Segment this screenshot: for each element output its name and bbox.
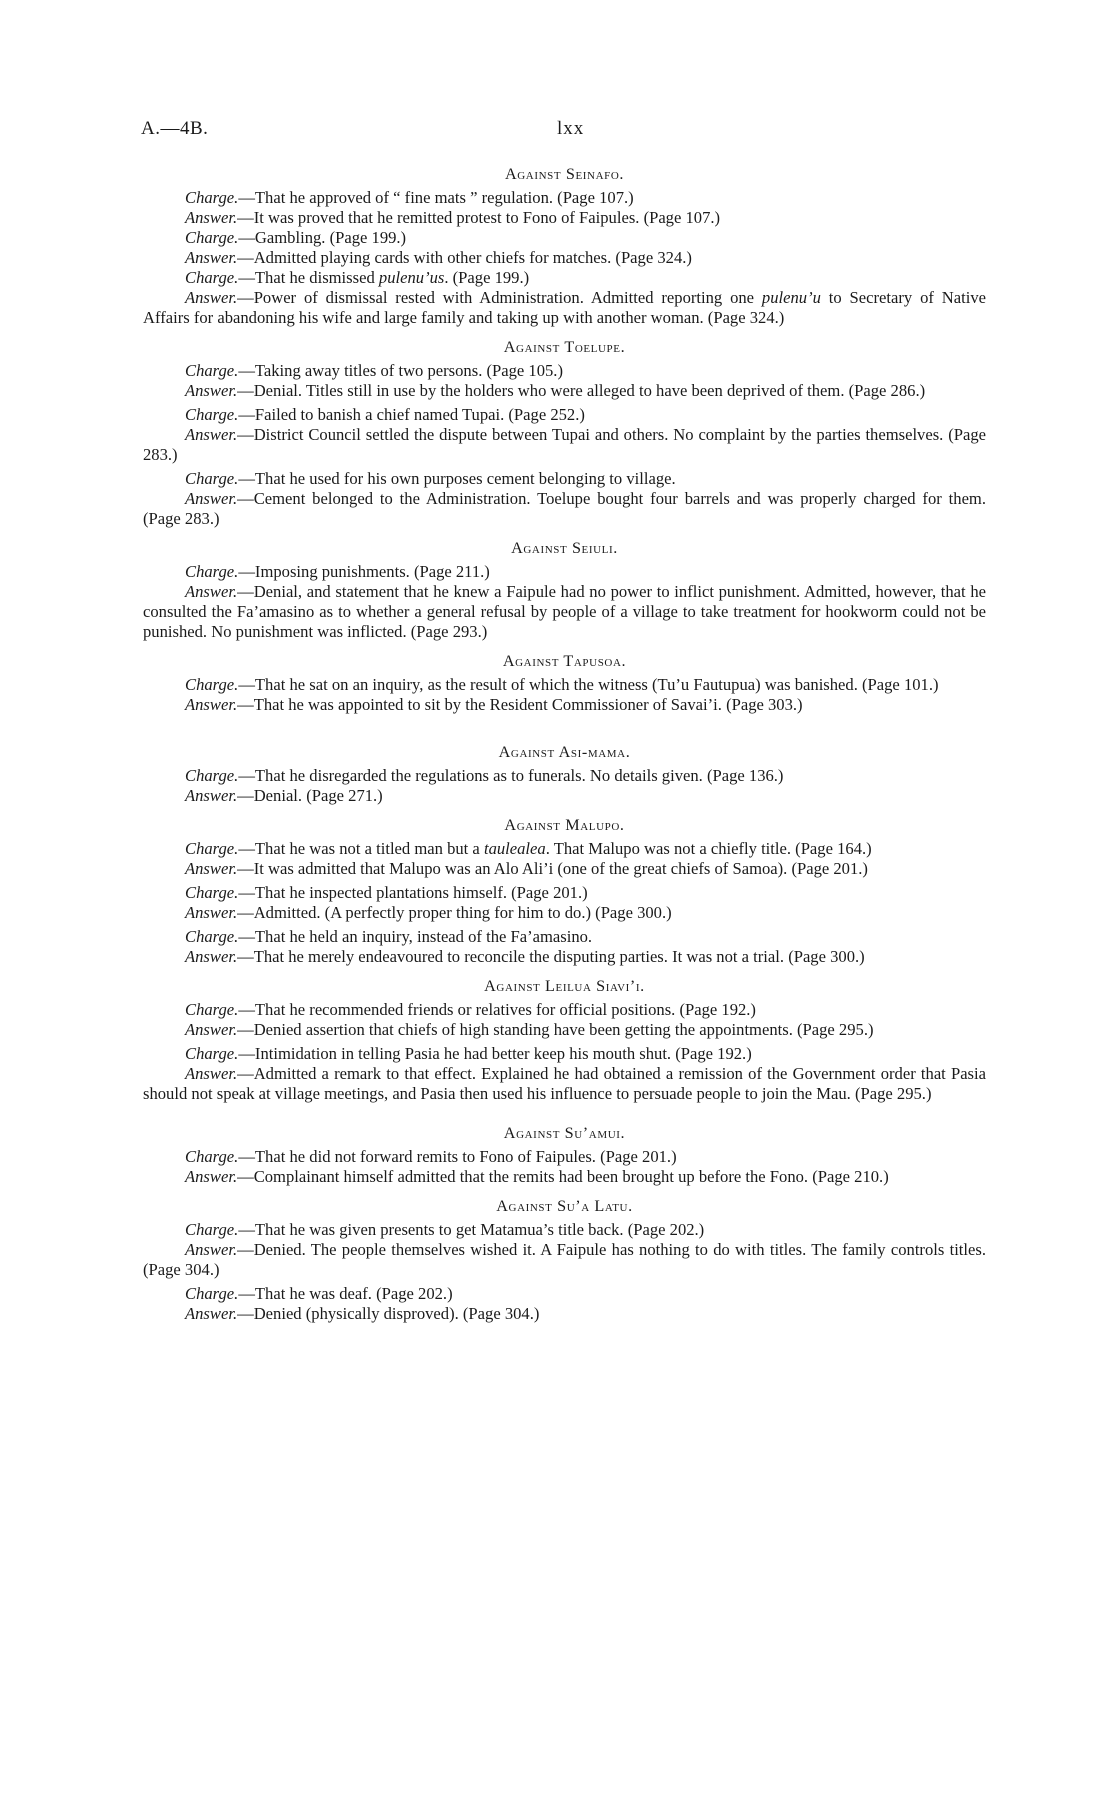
answer-entry bbox=[143, 1240, 986, 1280]
entry-text: —That he dismissed bbox=[238, 268, 379, 287]
entry-italic-term: pulenu’us bbox=[378, 268, 445, 287]
answer-entry bbox=[143, 786, 986, 806]
answer-entry bbox=[143, 489, 986, 529]
charge-entry bbox=[143, 1000, 986, 1020]
entry-label: Answer. bbox=[185, 489, 238, 508]
entry-text: —Denial. (Page 271.) bbox=[237, 786, 383, 805]
entry-text: . That Malupo was not a chiefly title. (Page 164.) bbox=[545, 839, 872, 858]
charge-entry bbox=[143, 268, 986, 288]
entry-text: —Power of dismissal rested with Administration. Admitted reporting one bbox=[237, 288, 762, 307]
entry-label: Answer. bbox=[185, 208, 238, 227]
entry-label: Charge. bbox=[185, 188, 239, 207]
section-heading: Against Asi-mama. bbox=[498, 743, 631, 761]
entry-text: —It was proved that he remitted protest to Fono of Faipules. (Page 107.) bbox=[237, 208, 721, 227]
entry-label: Charge. bbox=[185, 361, 239, 380]
answer-entry bbox=[143, 859, 986, 879]
charge-entry bbox=[143, 1220, 986, 1240]
entry-label: Charge. bbox=[185, 839, 239, 858]
section-heading: Against Seiuli. bbox=[511, 539, 618, 557]
entry-text: —That he was deaf. (Page 202.) bbox=[238, 1284, 453, 1303]
charge-entry bbox=[143, 405, 986, 425]
entry-label: Charge. bbox=[185, 1000, 239, 1019]
answer-entry bbox=[143, 248, 986, 268]
answer-entry bbox=[143, 425, 986, 465]
entry-text: —Complainant himself admitted that the remits had been brought up before the Fono. (Page 210.) bbox=[237, 1167, 889, 1186]
entry-text: —That he used for his own purposes cement belonging to village. bbox=[238, 469, 676, 488]
entry-text: —District Council settled the dispute between Tupai and others. No complaint by the parties themselves. (Page 283.) bbox=[143, 425, 986, 464]
entry-text: —That he merely endeavoured to reconcile the disputing parties. It was not a trial. (Page 300.) bbox=[237, 947, 865, 966]
answer-entry bbox=[143, 582, 986, 642]
entry-label: Charge. bbox=[185, 883, 239, 902]
charge-entry bbox=[143, 839, 986, 859]
answer-entry bbox=[143, 208, 986, 228]
entry-label: Answer. bbox=[185, 381, 238, 400]
section-heading: Against Malupo. bbox=[504, 816, 625, 834]
entry-label: Answer. bbox=[185, 1304, 238, 1323]
section-heading: Against Leilua Siavi’i. bbox=[484, 977, 645, 995]
charge-entry bbox=[143, 562, 986, 582]
entry-italic-term: taulealea bbox=[483, 839, 546, 858]
entry-label: Charge. bbox=[185, 562, 239, 581]
entry-label: Answer. bbox=[185, 582, 238, 601]
charge-entry bbox=[143, 188, 986, 208]
entry-text: —Failed to banish a chief named Tupai. (Page 252.) bbox=[238, 405, 585, 424]
charge-entry bbox=[143, 1044, 986, 1064]
section-heading: Against Tapusoa. bbox=[502, 652, 627, 670]
section-spacer bbox=[143, 1104, 986, 1114]
page-number: lxx bbox=[557, 118, 585, 139]
entry-label: Answer. bbox=[185, 425, 238, 444]
entry-text: —That he inspected plantations himself. (Page 201.) bbox=[238, 883, 588, 902]
entry-label: Answer. bbox=[185, 947, 238, 966]
entry-text: —Admitted playing cards with other chiefs for matches. (Page 324.) bbox=[237, 248, 692, 267]
entry-text: —That he approved of “ fine mats ” regulation. (Page 107.) bbox=[238, 188, 634, 207]
entry-label: Answer. bbox=[185, 1020, 238, 1039]
entry-text: —That he was appointed to sit by the Resident Commissioner of Savai’i. (Page 303.) bbox=[237, 695, 803, 714]
entry-text: —Taking away titles of two persons. (Page 105.) bbox=[238, 361, 563, 380]
charge-entry bbox=[143, 1284, 986, 1304]
charge-entry bbox=[143, 766, 986, 786]
entry-text: —That he sat on an inquiry, as the result of which the witness (Tu’u Fautupua) was banished. (Page 101.) bbox=[238, 675, 939, 694]
entry-label: Charge. bbox=[185, 1044, 239, 1063]
entry-text: —That he did not forward remits to Fono of Faipules. (Page 201.) bbox=[238, 1147, 677, 1166]
charge-entry bbox=[143, 228, 986, 248]
entry-text: —It was admitted that Malupo was an Alo Ali’i (one of the great chiefs of Samoa). (Page 201.) bbox=[237, 859, 868, 878]
document-body bbox=[143, 164, 986, 1324]
entry-label: Answer. bbox=[185, 1167, 238, 1186]
entry-label: Charge. bbox=[185, 405, 239, 424]
entry-label: Answer. bbox=[185, 903, 238, 922]
entry-text: —That he was given presents to get Matamua’s title back. (Page 202.) bbox=[238, 1220, 705, 1239]
entry-italic-term: pulenu’u bbox=[761, 288, 821, 307]
entry-text: —That he disregarded the regulations as to funerals. No details given. (Page 136.) bbox=[238, 766, 784, 785]
answer-entry bbox=[143, 1020, 986, 1040]
entry-text: —Intimidation in telling Pasia he had better keep his mouth shut. (Page 192.) bbox=[238, 1044, 752, 1063]
entry-text: —That he held an inquiry, instead of the Fa’amasino. bbox=[238, 927, 593, 946]
section-heading: Against Su’a Latu. bbox=[496, 1197, 633, 1215]
entry-label: Answer. bbox=[185, 248, 238, 267]
entry-text: . (Page 199.) bbox=[444, 268, 530, 287]
answer-entry bbox=[143, 381, 986, 401]
entry-label: Answer. bbox=[185, 695, 238, 714]
answer-entry bbox=[143, 1064, 986, 1104]
charge-entry bbox=[143, 1147, 986, 1167]
charge-entry bbox=[143, 675, 986, 695]
section-heading: Against Toelupe. bbox=[503, 338, 626, 356]
entry-text: —Denial, and statement that he knew a Faipule had no power to inflict punishment. Admitted, however, that he consulted the Fa’amasino as to whether a general refusal by people of a village to take treatment for hookworm could not be punished. No punishment was inflicted. (Page 293.) bbox=[143, 582, 986, 641]
charge-entry bbox=[143, 469, 986, 489]
section-heading: Against Seinafo. bbox=[504, 165, 625, 183]
entry-label: Charge. bbox=[185, 675, 239, 694]
entry-label: Charge. bbox=[185, 927, 239, 946]
entry-label: Answer. bbox=[185, 786, 238, 805]
answer-entry bbox=[143, 1304, 986, 1324]
answer-entry bbox=[143, 695, 986, 715]
entry-text: —Gambling. (Page 199.) bbox=[238, 228, 407, 247]
entry-text: —Denied (physically disproved). (Page 304.) bbox=[237, 1304, 540, 1323]
entry-label: Charge. bbox=[185, 1284, 239, 1303]
entry-text: —Denied. The people themselves wished it. A Faipule has nothing to do with titles. The family controls titles. (Page 304.) bbox=[143, 1240, 986, 1279]
entry-label: Answer. bbox=[185, 1064, 238, 1083]
entry-text: to Secretary of Native Affairs for abandoning his wife and large family and taking up with another woman. (Page 324.) bbox=[143, 288, 986, 327]
entry-label: Charge. bbox=[185, 268, 239, 287]
entry-text: —Denied assertion that chiefs of high standing have been getting the appointments. (Page 295.) bbox=[237, 1020, 874, 1039]
entry-text: —Cement belonged to the Administration. Toelupe bought four barrels and was properly charged for them. (Page 283.) bbox=[143, 489, 986, 528]
charge-entry bbox=[143, 361, 986, 381]
section-heading: Against Su’amui. bbox=[503, 1124, 626, 1142]
entry-text: —Admitted. (A perfectly proper thing for him to do.) (Page 300.) bbox=[237, 903, 672, 922]
entry-text: —Admitted a remark to that effect. Explained he had obtained a remission of the Government order that Pasia should not speak at village meetings, and Pasia then used his influence to persuade people to join the Mau. (Page 295.) bbox=[143, 1064, 986, 1103]
entry-label: Charge. bbox=[185, 1147, 239, 1166]
entry-label: Answer. bbox=[185, 859, 238, 878]
entry-text: —Denial. Titles still in use by the holders who were alleged to have been deprived of them. (Page 286.) bbox=[237, 381, 926, 400]
entry-label: Answer. bbox=[185, 288, 238, 307]
entry-text: —Imposing punishments. (Page 211.) bbox=[238, 562, 490, 581]
charge-entry bbox=[143, 927, 986, 947]
answer-entry bbox=[143, 288, 986, 328]
section-spacer bbox=[143, 715, 986, 733]
answer-entry bbox=[143, 903, 986, 923]
entry-label: Charge. bbox=[185, 228, 239, 247]
charge-entry bbox=[143, 883, 986, 903]
answer-entry bbox=[143, 1167, 986, 1187]
entry-label: Charge. bbox=[185, 1220, 239, 1239]
entry-label: Answer. bbox=[185, 1240, 238, 1259]
answer-entry bbox=[143, 947, 986, 967]
entry-label: Charge. bbox=[185, 766, 239, 785]
entry-text: —That he recommended friends or relatives for official positions. (Page 192.) bbox=[238, 1000, 756, 1019]
entry-label: Charge. bbox=[185, 469, 239, 488]
entry-text: —That he was not a titled man but a bbox=[238, 839, 484, 858]
document-reference: A.—4B. bbox=[141, 118, 209, 139]
